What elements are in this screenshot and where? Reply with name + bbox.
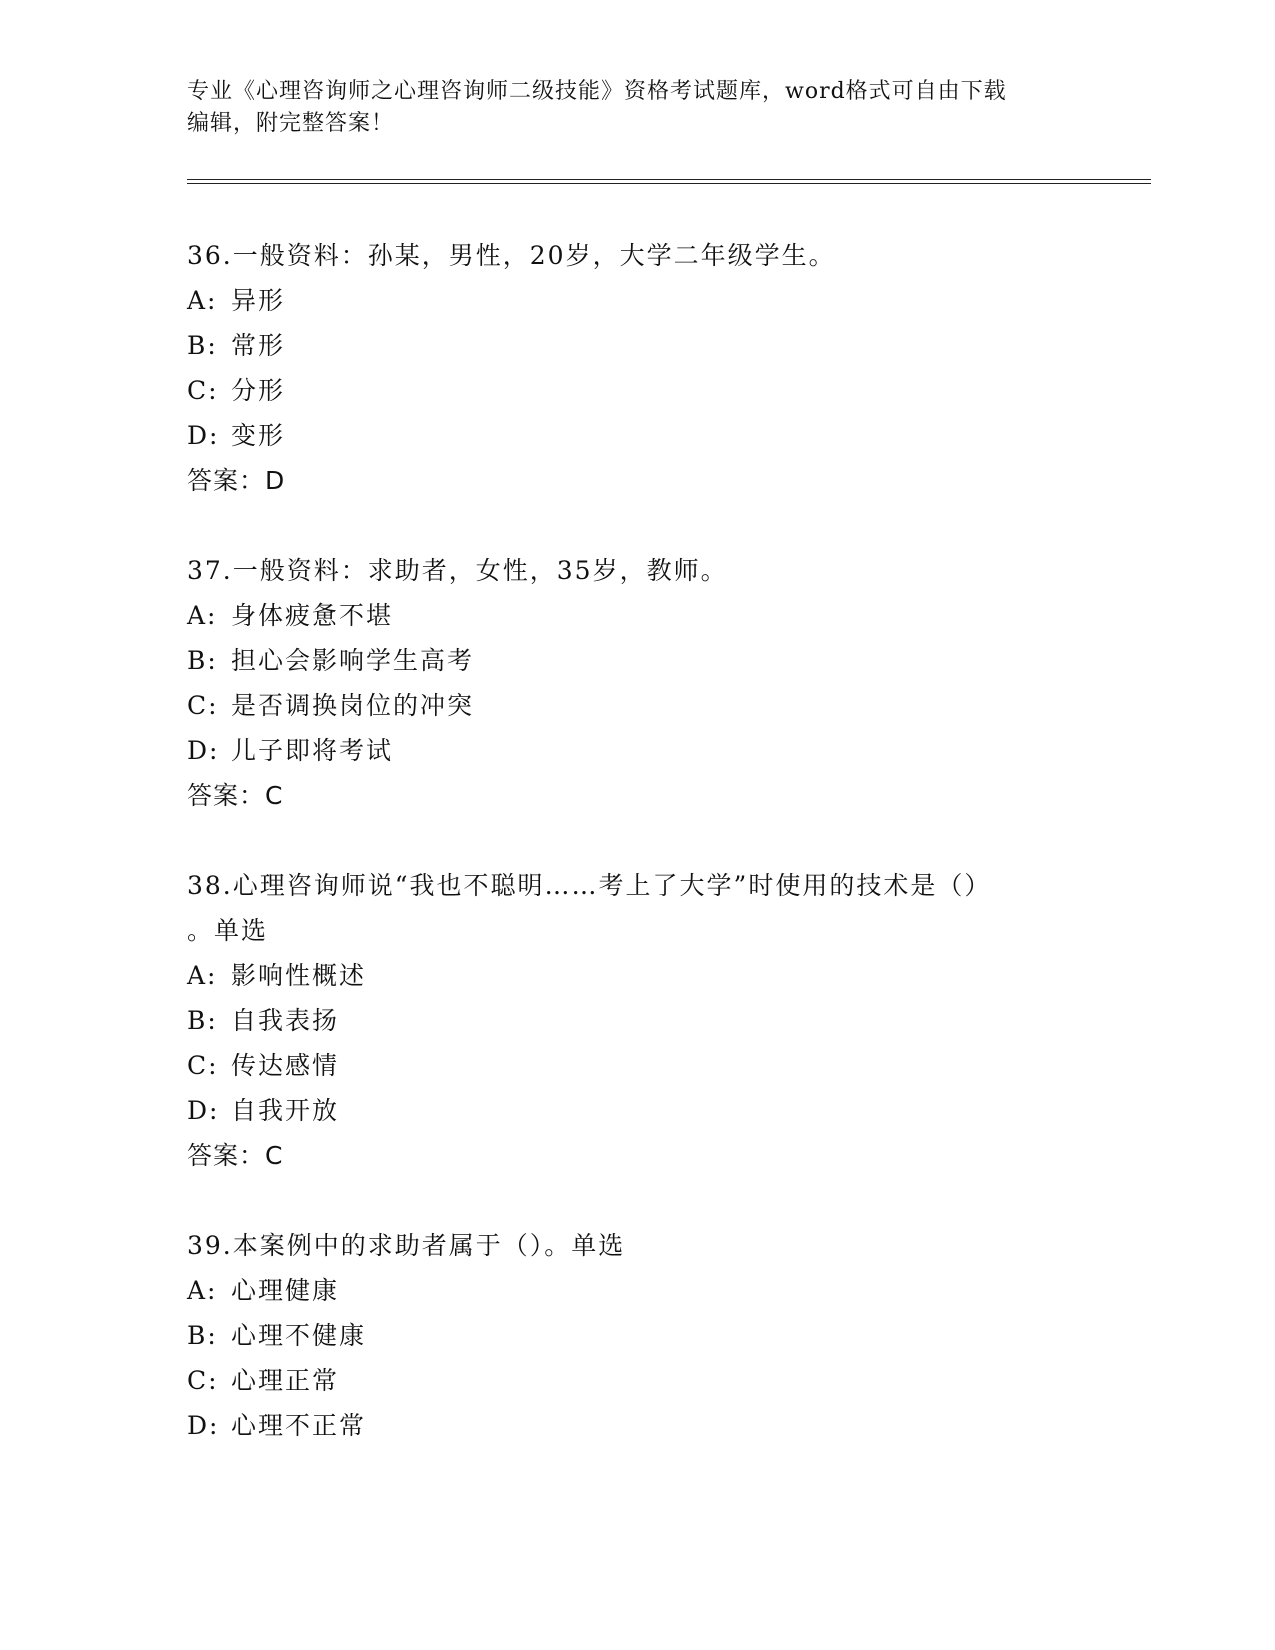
option-b xyxy=(187,998,1087,1043)
option-key: B: xyxy=(187,331,218,360)
option-key: A: xyxy=(187,961,218,990)
option-key: C: xyxy=(187,1051,219,1080)
option-text: 传达感情 xyxy=(231,1051,340,1080)
option-text: 是否调换岗位的冲突 xyxy=(231,691,475,720)
option-c xyxy=(187,1043,1087,1088)
option-key: D: xyxy=(187,1096,220,1125)
option-key: C: xyxy=(187,376,219,405)
option-text: 担心会影响学生高考 xyxy=(231,646,475,675)
option-text: 自我开放 xyxy=(231,1096,340,1125)
option-c xyxy=(187,683,1087,728)
option-d xyxy=(187,1088,1087,1133)
option-key: A: xyxy=(187,601,218,630)
option-text: 心理不正常 xyxy=(231,1411,367,1440)
question-stem: 37.一般资料：求助者，女性，35岁，教师。 xyxy=(187,556,728,585)
option-text: 儿子即将考试 xyxy=(231,736,394,765)
question-stem: 36.一般资料：孙某，男性，20岁，大学二年级学生。 xyxy=(187,241,836,270)
header-line-1: 专业《心理咨询师之心理咨询师二级技能》资格考试题库，word格式可自由下载 xyxy=(187,79,1007,104)
question-37 xyxy=(187,548,1087,818)
option-a xyxy=(187,1268,1087,1313)
option-key: D: xyxy=(187,1411,220,1440)
answer-label: 答案：C xyxy=(187,781,284,810)
option-text: 身体疲惫不堪 xyxy=(231,601,394,630)
option-text: 变形 xyxy=(231,421,286,450)
option-key: B: xyxy=(187,646,218,675)
option-key: C: xyxy=(187,691,219,720)
question-stem-continued: 。单选 xyxy=(187,916,269,945)
option-text: 异形 xyxy=(231,286,286,315)
option-b xyxy=(187,323,1087,368)
option-d xyxy=(187,1403,1087,1448)
option-key: D: xyxy=(187,421,220,450)
option-a xyxy=(187,593,1087,638)
option-key: B: xyxy=(187,1006,218,1035)
option-c xyxy=(187,368,1087,413)
option-text: 常形 xyxy=(231,331,286,360)
question-36 xyxy=(187,233,1087,503)
option-key: B: xyxy=(187,1321,218,1350)
header-line-2: 编辑，附完整答案！ xyxy=(187,111,395,136)
option-key: D: xyxy=(187,736,220,765)
option-key: A: xyxy=(187,286,218,315)
option-text: 心理正常 xyxy=(231,1366,340,1395)
option-text: 心理健康 xyxy=(231,1276,340,1305)
option-text: 心理不健康 xyxy=(231,1321,367,1350)
option-c xyxy=(187,1358,1087,1403)
option-text: 分形 xyxy=(231,376,286,405)
option-b xyxy=(187,1313,1087,1358)
option-a xyxy=(187,953,1087,998)
document-header xyxy=(187,76,1087,140)
question-39 xyxy=(187,1223,1087,1448)
answer-label: 答案：D xyxy=(187,466,286,495)
option-b xyxy=(187,638,1087,683)
option-d xyxy=(187,413,1087,458)
option-d xyxy=(187,728,1087,773)
header-divider xyxy=(187,179,1151,184)
option-a xyxy=(187,278,1087,323)
question-38 xyxy=(187,863,1087,1178)
answer-label: 答案：C xyxy=(187,1141,284,1170)
question-stem: 39.本案例中的求助者属于（）。单选 xyxy=(187,1231,626,1260)
question-stem: 38.心理咨询师说“我也不聪明……考上了大学”时使用的技术是（） xyxy=(187,871,992,900)
option-text: 自我表扬 xyxy=(231,1006,340,1035)
option-text: 影响性概述 xyxy=(231,961,367,990)
option-key: A: xyxy=(187,1276,218,1305)
option-key: C: xyxy=(187,1366,219,1395)
